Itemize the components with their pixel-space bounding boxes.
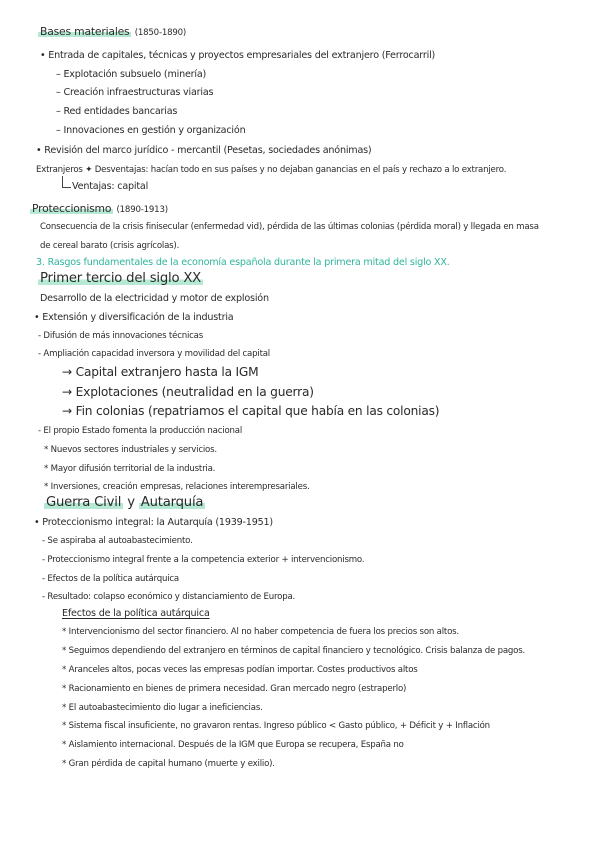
proteccionismo-years: (1890-1913) xyxy=(116,205,168,215)
efectos-line-3: * Aranceles altos, pocas veces las empresas podían importar. Costes productivos altos xyxy=(62,665,418,675)
primer-line-8: - El propio Estado fomenta la producción nacional xyxy=(38,426,243,436)
efectos-heading: Efectos de la política autárquica xyxy=(62,608,210,619)
subheading-guerra-autarquia xyxy=(44,496,205,509)
primer-line-11: * Inversiones, creación empresas, relaciones interempresariales. xyxy=(44,482,310,492)
bases-line-8: Ventajas: capital xyxy=(72,181,149,192)
autarquia-line-3: - Proteccionismo integral frente a la competencia exterior + intervencionismo. xyxy=(42,555,365,565)
autarquia-line-2: - Se aspiraba al autoabastecimiento. xyxy=(42,536,193,546)
bases-line-3: – Creación infraestructuras viarias xyxy=(56,87,214,98)
efectos-line-2: * Seguimos dependiendo del extranjero en términos de capital financiero y tecnológico. Crisis balanza de pagos. xyxy=(62,646,526,656)
section-heading-3: 3. Rasgos fundamentales de la economía española durante la primera mitad del siglo XX. xyxy=(36,257,450,268)
efectos-line-5: * El autoabastecimiento dio lugar a ineficiencias. xyxy=(62,703,263,713)
primer-line-5: → Capital extranjero hasta la IGM xyxy=(62,365,259,379)
bases-line-5: – Innovaciones en gestión y organización xyxy=(56,125,246,136)
proteccionismo-title: Proteccionismo xyxy=(32,202,112,215)
guerra-civil-title: Guerra Civil xyxy=(46,495,122,510)
efectos-line-7: * Aislamiento internacional. Después de la IGM que Europa se recupera, España no xyxy=(62,740,404,750)
proteccionismo-line-1: Consecuencia de la crisis finisecular (enfermedad vid), pérdida de las últimas colonias (pérdida moral) y llegada en masa xyxy=(40,222,539,232)
autarquia-line-4: - Efectos de la política autárquica xyxy=(42,574,179,584)
primer-tercio-title: Primer tercio del siglo XX xyxy=(40,271,202,286)
autarquia-line-5: - Resultado: colapso económico y distanciamiento de Europa. xyxy=(42,592,296,602)
bases-title: Bases materiales xyxy=(40,25,130,38)
section-title-proteccionismo xyxy=(30,204,168,215)
primer-line-7: → Fin colonias (repatriamos el capital que había en las colonias) xyxy=(62,404,440,418)
bases-line-4: – Red entidades bancarias xyxy=(56,106,178,117)
primer-line-3: - Difusión de más innovaciones técnicas xyxy=(38,331,204,341)
primer-line-1: Desarrollo de la electricidad y motor de explosión xyxy=(40,293,269,304)
efectos-line-4: * Racionamiento en bienes de primera necesidad. Gran mercado negro (estraperlo) xyxy=(62,684,407,694)
ventajas-bracket xyxy=(62,176,71,188)
section-title-bases xyxy=(38,27,186,38)
bases-line-7: Extranjeros ✦ Desventajas: hacían todo en sus países y no dejaban ganancias en el país y rechazo a lo extranjero. xyxy=(36,165,507,175)
proteccionismo-line-2: de cereal barato (crisis agrícolas). xyxy=(40,241,180,251)
autarquia-line-1: • Proteccionismo integral: la Autarquía (1939-1951) xyxy=(34,517,273,528)
guerra-connector: y xyxy=(127,495,135,510)
bases-line-6: • Revisión del marco jurídico - mercantil (Pesetas, sociedades anónimas) xyxy=(36,145,372,156)
primer-line-9: * Nuevos sectores industriales y servicios. xyxy=(44,445,217,455)
efectos-line-6: * Sistema fiscal insuficiente, no gravaron rentas. Ingreso público < Gasto público, + Déficit y + Inflación xyxy=(62,721,490,731)
primer-line-10: * Mayor difusión territorial de la industria. xyxy=(44,464,216,474)
efectos-line-1: * Intervencionismo del sector financiero. Al no haber competencia de fuera los precios son altos. xyxy=(62,627,459,637)
subheading-primer-tercio xyxy=(38,272,203,285)
primer-line-4: - Ampliación capacidad inversora y movilidad del capital xyxy=(38,349,270,359)
primer-line-2: • Extensión y diversificación de la industria xyxy=(34,312,234,323)
bases-line-1: • Entrada de capitales, técnicas y proyectos empresariales del extranjero (Ferrocarril) xyxy=(40,50,436,61)
primer-line-6: → Explotaciones (neutralidad en la guerra) xyxy=(62,385,314,399)
bases-years: (1850-1890) xyxy=(134,28,187,38)
efectos-line-8: * Gran pérdida de capital humano (muerte y exilio). xyxy=(62,759,275,769)
bases-line-2: – Explotación subsuelo (minería) xyxy=(56,69,207,80)
autarquia-title: Autarquía xyxy=(140,495,204,510)
